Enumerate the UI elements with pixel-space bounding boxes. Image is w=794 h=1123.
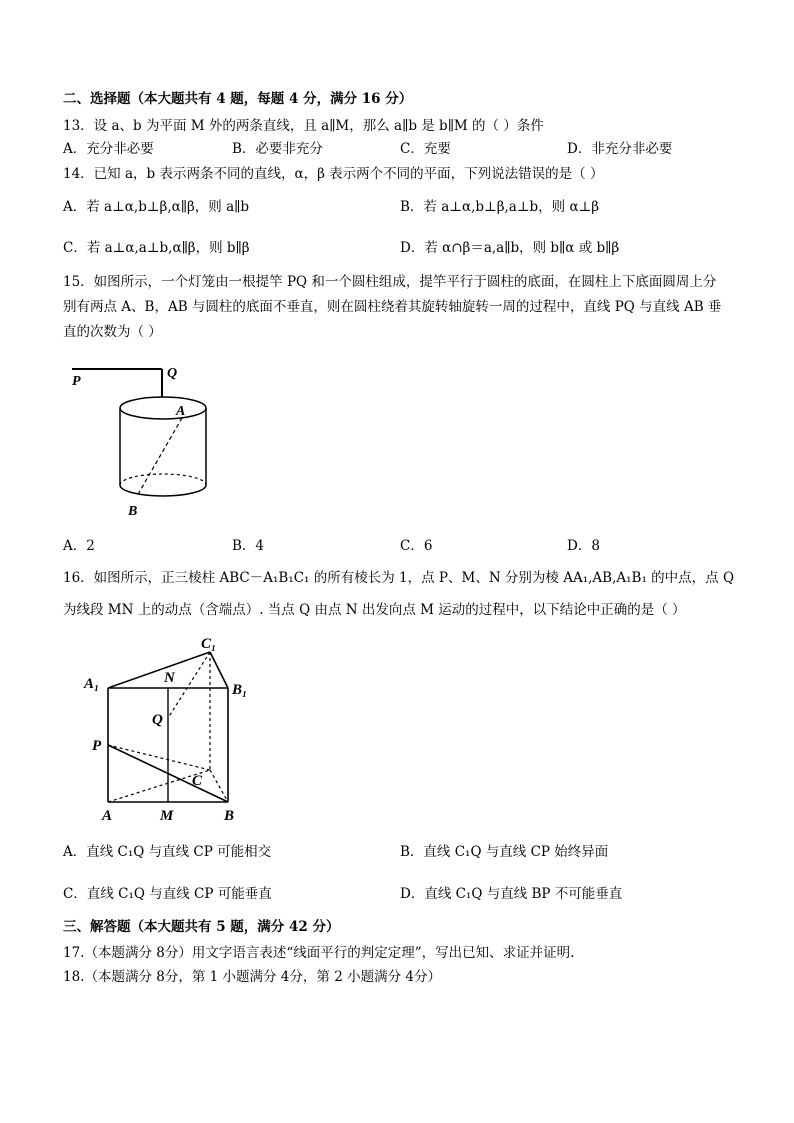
q15-option-b: B．4 bbox=[232, 538, 265, 554]
label-a: A bbox=[176, 404, 186, 419]
edge-a1c1 bbox=[108, 652, 210, 688]
label-c1: C₁ bbox=[201, 636, 217, 652]
q15-line-2: 别有两点 A、B，AB 与圆柱的底面不垂直，则在圆柱绕着其旋转轴旋转一周的过程中，直线 PQ 与直线 AB 垂 bbox=[63, 299, 722, 315]
q16-option-b: B．直线 C₁Q 与直线 CP 始终异面 bbox=[400, 844, 609, 860]
q16-line-2: 为线段 MN 上的动点（含端点）. 当点 Q 由点 N 出发向点 M 运动的过程中，以下结论中正确的是（ ） bbox=[63, 602, 686, 618]
label-m: M bbox=[160, 808, 174, 824]
q14-option-b: B．若 a⊥α,b⊥β,a⊥b，则 α⊥β bbox=[400, 199, 600, 215]
q15-line-3: 直的次数为（ ） bbox=[63, 324, 162, 340]
q15-option-a: A．2 bbox=[63, 538, 95, 554]
cylinder-top bbox=[120, 397, 206, 419]
q13-option-a: A．充分非必要 bbox=[63, 141, 154, 157]
q13-option-d: D．非充分非必要 bbox=[567, 141, 673, 157]
section-2-title: 二、选择题（本大题共有 4 题，每题 4 分，满分 16 分） bbox=[63, 91, 413, 107]
label-p: P bbox=[92, 738, 102, 754]
q16-line-1: 16．如图所示，正三棱柱 ABC－A₁B₁C₁ 的所有棱长为 1，点 P、M、N 分别为棱 AA₁,AB,A₁B₁ 的中点，点 Q bbox=[63, 570, 735, 586]
section-3-title: 三、解答题（本大题共有 5 题，满分 42 分） bbox=[63, 919, 340, 935]
q14-stem: 14．已知 a，b 表示两条不同的直线，α，β 表示两个不同的平面，下列说法错误的是（ ） bbox=[63, 166, 604, 182]
q14-option-a: A．若 a⊥α,b⊥β,α∥β，则 a∥b bbox=[63, 199, 250, 215]
label-a1: A₁ bbox=[84, 676, 100, 692]
q16-prism-figure bbox=[80, 630, 270, 830]
q15-lantern-figure bbox=[60, 355, 230, 525]
cylinder-bottom-front bbox=[120, 485, 206, 496]
label-b: B bbox=[224, 808, 235, 824]
cylinder-bottom-back bbox=[120, 474, 206, 485]
q13-option-b: B．必要非充分 bbox=[232, 141, 323, 157]
q15-option-c: C．6 bbox=[400, 538, 433, 554]
label-b1: B₁ bbox=[232, 682, 248, 698]
label-q: Q bbox=[167, 366, 178, 381]
edge-c1b1 bbox=[210, 652, 228, 688]
q18-text: 18.（本题满分 8分，第 1 小题满分 4分，第 2 小题满分 4分） bbox=[63, 969, 441, 985]
segment-ab bbox=[137, 418, 182, 496]
q16-option-a: A．直线 C₁Q 与直线 CP 可能相交 bbox=[63, 844, 272, 860]
q14-option-d: D．若 α∩β＝a,a∥b，则 b∥α 或 b∥β bbox=[400, 240, 620, 256]
label-n: N bbox=[164, 670, 175, 686]
label-c: C bbox=[192, 773, 203, 789]
segment-pc bbox=[108, 745, 210, 770]
q16-option-d: D．直线 C₁Q 与直线 BP 不可能垂直 bbox=[400, 886, 623, 902]
q17-text: 17.（本题满分 8分）用文字语言表述“线面平行的判定定理”，写出已知、求证并证明. bbox=[63, 945, 575, 961]
q14-option-c: C．若 a⊥α,a⊥b,α∥β，则 b∥β bbox=[63, 240, 250, 256]
label-b: B bbox=[128, 504, 138, 519]
q13-stem: 13．设 a、b 为平面 M 外的两条直线，且 a∥M，那么 a∥b 是 b∥M 的（ ）条件 bbox=[63, 118, 544, 134]
label-a: A bbox=[102, 808, 113, 824]
q15-line-1: 15．如图所示，一个灯笼由一根提竿 PQ 和一个圆柱组成，提竿平行于圆柱的底面，在圆柱上下底面圆周上分 bbox=[63, 274, 717, 290]
q15-option-d: D．8 bbox=[567, 538, 600, 554]
label-q: Q bbox=[152, 712, 163, 728]
q16-option-c: C．直线 C₁Q 与直线 CP 可能垂直 bbox=[63, 886, 272, 902]
label-p: P bbox=[72, 374, 81, 389]
q13-option-c: C．充要 bbox=[400, 141, 451, 157]
